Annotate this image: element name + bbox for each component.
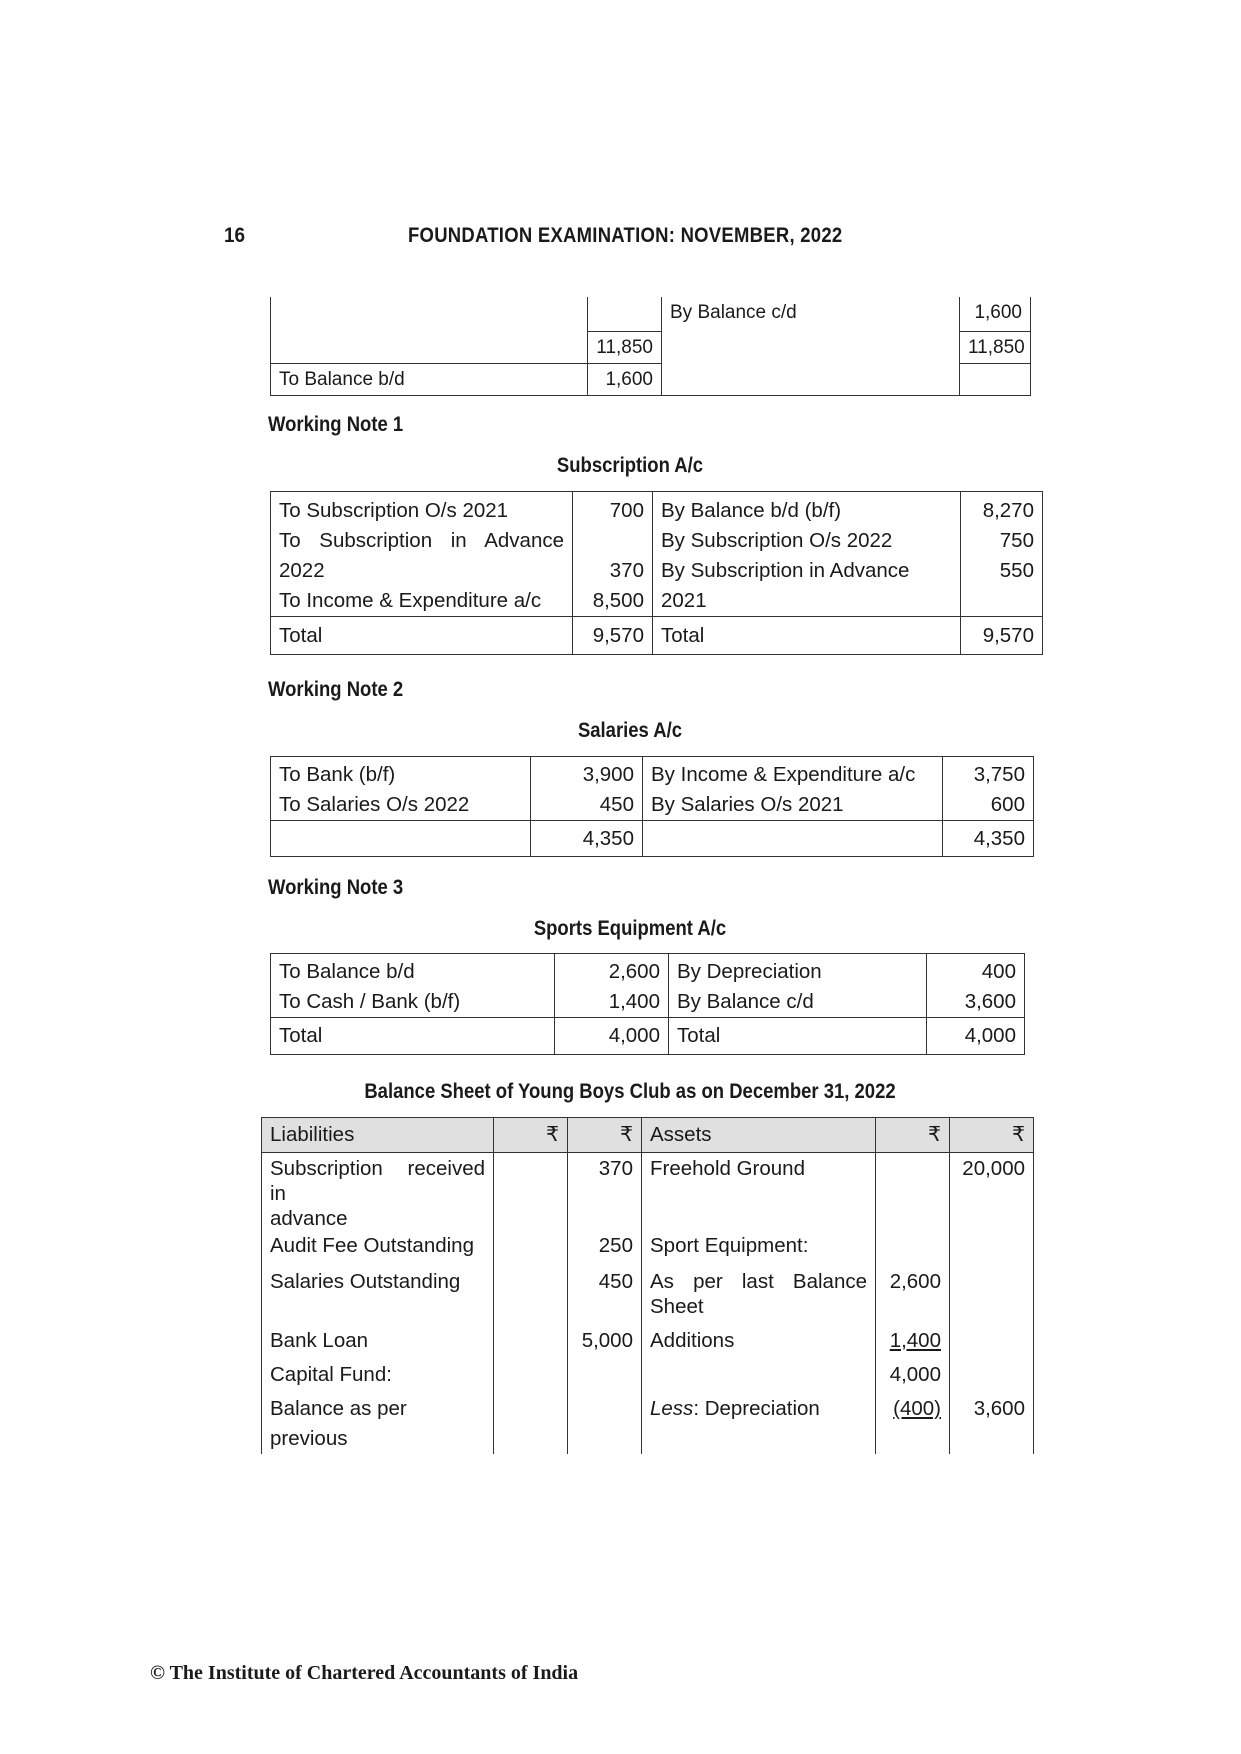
credit-entry-label: By Income & Expenditure a/c [651,763,916,786]
asset-amount: (400) [893,1397,941,1420]
credit-entry-label: By Subscription O/s 2022 [661,529,893,552]
by-balance-cd-label: By Balance c/d [670,302,797,323]
credit-entry-label: By Balance c/d [677,990,814,1013]
debit-entry-label: To Salaries O/s 2022 [279,793,470,816]
debit-entry-label: To Bank (b/f) [279,763,396,786]
asset-net-amount: 3,600 [950,1394,1034,1454]
working-note-1-heading: Working Note 1 [268,413,404,436]
total-credit: 4,350 [943,821,1034,857]
credit-entry-amount: 550 [999,559,1034,582]
credit-entry-label: By Salaries O/s 2021 [651,793,844,816]
total-credit: 4,000 [927,1018,1025,1055]
asset-label: : Depreciation [693,1397,820,1420]
credit-entry-amount: 400 [981,960,1016,983]
debit-entry-label: To Cash / Bank (b/f) [279,990,461,1013]
salaries-account-caption: Salaries A/c [577,719,683,742]
asset-label: Additions [642,1326,876,1360]
assets-header: Assets [642,1118,876,1153]
total-credit: 11,850 [960,331,1031,363]
total-label: Total [271,1018,555,1055]
credit-entry-label: By Subscription in Advance 2021 [661,559,910,612]
continued-ledger-table [270,297,1031,396]
total-debit: 11,850 [588,331,662,363]
less-italic: Less [650,1397,694,1420]
debit-entry-label: To Subscription in Advance [279,529,564,552]
subscription-account-table [270,491,1043,655]
liability-label: Audit Fee Outstanding [270,1234,474,1257]
credit-entry-label: By Balance b/d (b/f) [661,499,842,522]
total-label: Total [271,617,573,655]
liability-label: Subscription received in [270,1157,485,1205]
liability-amount: 250 [568,1231,642,1266]
to-balance-bd-amount: 1,600 [588,363,662,395]
copyright-footer: © The Institute of Chartered Accountants of India [150,1662,579,1684]
page-title: FOUNDATION EXAMINATION: NOVEMBER, 2022 [408,224,843,247]
credit-entry-amount: 750 [999,529,1034,552]
liability-label: Salaries Outstanding [270,1270,461,1293]
credit-entry-amount: 600 [990,793,1025,816]
subscription-account-caption: Subscription A/c [556,454,704,477]
total-debit: 4,350 [531,821,643,857]
by-balance-cd-amount: 1,600 [960,297,1031,331]
debit-entry-label: 2022 [279,559,325,582]
debit-entry-amount: 1,400 [608,990,660,1013]
liability-label: Capital Fund: [270,1363,392,1386]
asset-amount: 2,600 [876,1266,950,1326]
credit-entry-amount: 3,600 [964,990,1016,1013]
liability-label: advance [270,1207,348,1230]
working-note-3-heading: Working Note 3 [268,876,404,899]
credit-entry-amount: 3,750 [973,763,1025,786]
asset-amount: 1,400 [889,1329,941,1352]
liability-label: Balance as per previous [270,1397,407,1450]
credit-entry-amount: 8,270 [982,499,1034,522]
debit-entry-label: To Income & Expenditure a/c [279,589,542,612]
total-debit: 4,000 [555,1018,669,1055]
page-number: 16 [224,224,246,247]
total-debit: 9,570 [573,617,653,655]
debit-entry-label: To Balance b/d [279,960,415,983]
debit-entry-amount: 450 [599,793,634,816]
liability-amount: 450 [568,1266,642,1326]
asset-amount: 20,000 [950,1153,1034,1232]
debit-entry-amount: 2,600 [608,960,660,983]
debit-entry-amount: 370 [609,559,644,582]
asset-label: Sheet [650,1295,704,1318]
total-label: Total [653,617,961,655]
rupee-header: ₹ [494,1118,568,1153]
rupee-header: ₹ [950,1118,1034,1153]
liability-amount: 370 [568,1153,642,1232]
debit-entry-amount: 700 [609,499,644,522]
working-note-2-heading: Working Note 2 [268,678,404,701]
debit-entry-label: To Subscription O/s 2021 [279,499,509,522]
to-balance-bd-label: To Balance b/d [271,363,588,395]
rupee-header: ₹ [876,1118,950,1153]
liability-label: Bank Loan [270,1329,369,1352]
credit-entry-label: By Depreciation [677,960,822,983]
total-credit: 9,570 [961,617,1043,655]
total-label: Total [669,1018,927,1055]
debit-entry-amount: 8,500 [592,589,644,612]
asset-label: Freehold Ground [642,1153,876,1232]
liability-amount: 5,000 [568,1326,642,1360]
sports-equipment-account-table [270,953,1025,1055]
asset-subtotal: 4,000 [876,1360,950,1394]
asset-label: Sport Equipment: [642,1231,876,1266]
liabilities-header: Liabilities [262,1118,494,1153]
asset-label: As per last Balance [650,1270,867,1293]
balance-sheet-caption: Balance Sheet of Young Boys Club as on December 31, 2022 [364,1080,896,1103]
debit-entry-amount: 3,900 [582,763,634,786]
balance-sheet-table [261,1117,1034,1454]
sports-equipment-account-caption: Sports Equipment A/c [533,917,727,940]
salaries-account-table [270,756,1034,857]
rupee-header: ₹ [568,1118,642,1153]
